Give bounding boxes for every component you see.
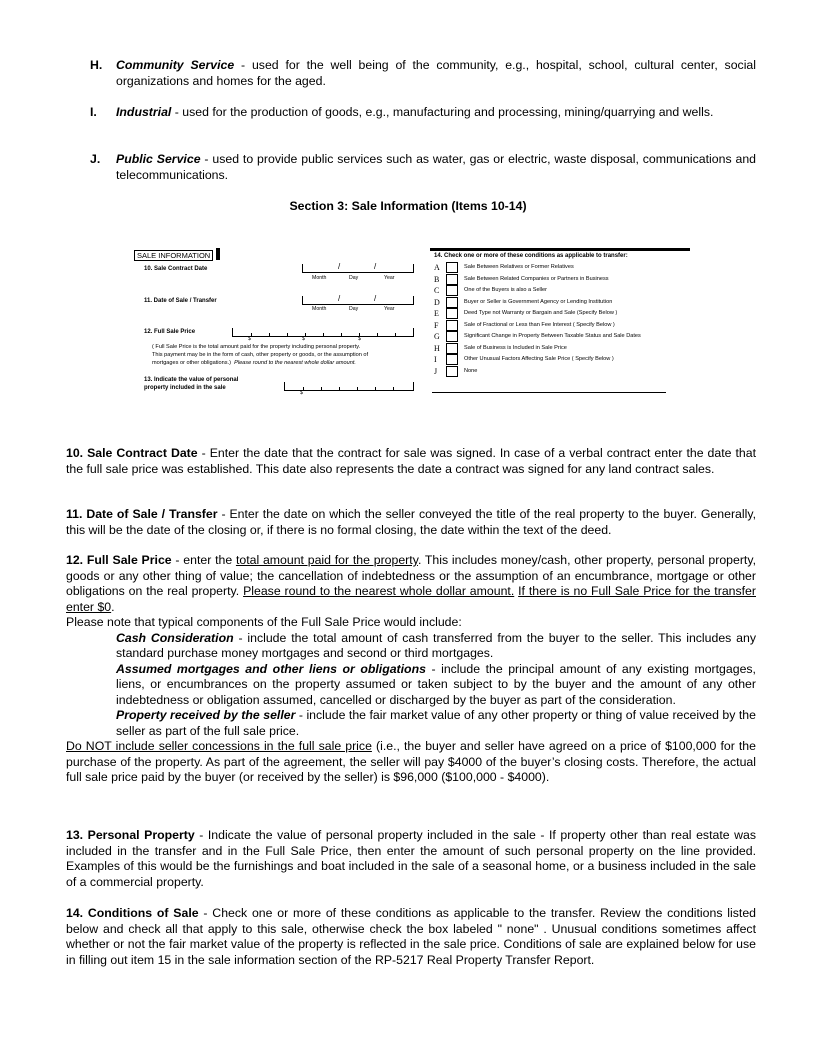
item13-label: 13. Indicate the value of personal bbox=[144, 377, 239, 383]
date-slash: / bbox=[338, 294, 341, 303]
item-term: Industrial bbox=[116, 105, 172, 119]
item10-date-field bbox=[302, 264, 414, 273]
month-caption: Month bbox=[312, 306, 327, 312]
item10-paragraph: 10. Sale Contract Date - Enter the date that the contract for sale was signed. In case of a verbal contract enter the date that the full sale price was established. This date also represents the date a contract was signed for any land contract sales. bbox=[66, 446, 756, 476]
date-slash: / bbox=[374, 262, 377, 271]
property-use-h bbox=[90, 58, 756, 89]
item-description: - used for the production of goods, e.g., manufacturing and processing, mining/quarrying and wells. bbox=[171, 105, 714, 119]
property-use-i bbox=[90, 105, 756, 121]
item13-label: property included in the sale bbox=[144, 385, 226, 391]
condition-checkbox bbox=[446, 308, 458, 319]
month-caption: Month bbox=[312, 275, 327, 281]
year-caption: Year bbox=[384, 306, 395, 312]
condition-checkbox bbox=[446, 343, 458, 354]
condition-checkbox bbox=[446, 262, 458, 273]
component-cash: Cash Consideration - include the total amount of cash transferred from the buyer to the seller. This includes any standard purchase money mortgages and second or third mortgages. bbox=[116, 630, 757, 660]
condition-checkbox bbox=[446, 320, 458, 331]
dollar-sign: $ bbox=[358, 336, 361, 342]
price-note-line: mortgages or other obligations.) Please round to the nearest whole dollar amount. bbox=[152, 360, 356, 366]
item10-label: 10. Sale Contract Date bbox=[144, 266, 208, 272]
sale-information-form-figure: SALE INFORMATION 10. Sale Contract Date / / Month Day Year 11. Date of Sale / Transfer / / Month Day Year 12. Full Sale Price $ $ $ ( Full Sale Price is the total amount paid for the property including personal property. This payment may be in the form of cash, other property or goods, or the assumption of mortgages or other obligations.) Please round to the nearest whole dollar amount. 13. Indicate the value of personal property included in the sale $ 14. Check one or more of these conditions as applicable to transfer: A Sale Between Relatives or Former Relatives B Sale Between Related Companies or Partners in Business C One of the Buyers is also a Seller D Buyer or Seller is Government Agency or Lending Institution E Deed Type not Warranty or Bargain and Sale (Specify Below ) F Sale of Fractional or Less than Fee Interest ( Specify Below ) G Significant Change in Property Between Taxable Status and Sale Dates H Sale of Business is Included in Sale Price I Other Unusual Factors Affecting Sale Price ( Specify Below ) J None bbox=[134, 248, 694, 398]
item13-value-field bbox=[284, 382, 414, 391]
day-caption: Day bbox=[349, 306, 359, 312]
condition-checkbox bbox=[446, 354, 458, 365]
item13-paragraph: 13. Personal Property - Indicate the value of personal property included in the sale - If property other than real estate was included in the transfer and in the Full Sale Price, then enter the amount of such personal property on the line provided. Examples of this would be the furnishings and boat included in the sale of a seasonal home, or a business included in the sale of a commercial property. bbox=[66, 828, 756, 889]
condition-checkbox bbox=[446, 285, 458, 296]
dollar-sign: $ bbox=[248, 336, 251, 342]
form-divider bbox=[216, 248, 220, 260]
specify-line bbox=[432, 392, 666, 393]
day-caption: Day bbox=[349, 275, 359, 281]
item12-paragraph: 12. Full Sale Price - enter the total amount paid for the property. This includes money/cash, other property, personal property, goods or any other thing of value; the cancellation of indebtedness or the assumption of an encumbrance, mortgage or other obligations on the real property. Please round to the nearest whole dollar amount. If there is no Full Sale Price for the transfer enter $0. Please note that typical components of the Full Sale Price would include: Cash Consideration - include the total amount of cash transferred from the buyer to the seller. This includes any standard purchase money mortgages and second or third mortgages. Assumed mortgages and other liens or obligations - include the principal amount of any existing mortgages, liens, or encumbrances on the property assumed or taken subject to by the buyer and the amount of any other indebtedness or obligation assumed, cancelled or discharged by the buyer as part of the consideration. Property received by the seller - include the fair market value of any other property or thing of value received by the seller as part of the full sale price. Do NOT include seller concessions in the full sale price (i.e., the buyer and seller have agreed on a price of $100,000 for the purchase of the property. As part of the agreement, the seller will pay $4000 of the buyer’s closing costs. Therefore, the actual full sale price paid by the buyer (or received by the seller) is $96,000 ($100,000 - $4000). bbox=[66, 553, 757, 784]
condition-checkbox bbox=[446, 297, 458, 308]
item-letter: I. bbox=[90, 105, 97, 119]
form-divider bbox=[430, 248, 690, 251]
condition-checkbox bbox=[446, 274, 458, 285]
date-slash: / bbox=[374, 294, 377, 303]
section-title: Section 3: Sale Information (Items 10-14) bbox=[289, 199, 527, 213]
item11-label: 11. Date of Sale / Transfer bbox=[144, 298, 217, 304]
item-description: - used to provide public services such as water, gas or electric, waste disposal, communications and telecommunications. bbox=[116, 152, 756, 182]
date-slash: / bbox=[338, 262, 341, 271]
item-term: Public Service bbox=[116, 152, 201, 166]
item11-paragraph: 11. Date of Sale / Transfer - Enter the date on which the seller conveyed the title of the real property to the buyer. Generally, this will be the date of the closing or, if there is no formal closing, the date within the text of the deed. bbox=[66, 507, 756, 537]
seller-concessions-note: Do NOT include seller concessions in the full sale price (i.e., the buyer and seller have agreed on a price of $100,000 for the purchase of the property. As part of the agreement, the seller will pay $4000 of the buyer’s closing costs. Therefore, the actual full sale price paid by the buyer (or received by the seller) is $96,000 ($100,000 - $4000). bbox=[66, 739, 756, 784]
price-note-line: ( Full Sale Price is the total amount paid for the property including personal property. bbox=[152, 344, 361, 350]
condition-checkbox bbox=[446, 366, 458, 377]
item11-date-field bbox=[302, 296, 414, 305]
item14-paragraph: 14. Conditions of Sale - Check one or more of these conditions as applicable to the transfer. Review the conditions listed below and check all that apply to this sale, otherwise check the box labeled " none" . Unusual conditions sometimes affect whether or not the fair market value of the property is reflected in the sale price. Conditions of sale are explained below for use in filling out item 15 in the sale information section of the RP-5217 Real Property Transfer Report. bbox=[66, 906, 756, 967]
item-letter: J. bbox=[90, 152, 101, 166]
price-note-line: This payment may be in the form of cash, other property or goods, or the assumption of bbox=[152, 352, 369, 358]
property-use-j bbox=[90, 152, 756, 183]
item-letter: H. bbox=[90, 58, 103, 72]
year-caption: Year bbox=[384, 275, 395, 281]
dollar-sign: $ bbox=[300, 390, 303, 396]
item12-label: 12. Full Sale Price bbox=[144, 329, 196, 335]
component-property: Property received by the seller - include the fair market value of any other property or thing of value received by the seller as part of the full sale price. bbox=[116, 708, 756, 738]
sale-info-label: SALE INFORMATION bbox=[134, 250, 213, 261]
item14-label: 14. Check one or more of these conditions as applicable to transfer: bbox=[434, 253, 628, 259]
dollar-sign: $ bbox=[302, 336, 305, 342]
item12-price-field bbox=[232, 328, 414, 337]
condition-checkbox bbox=[446, 331, 458, 342]
components-intro: Please note that typical components of the Full Sale Price would include: bbox=[66, 615, 462, 629]
item-term: Community Service bbox=[116, 58, 235, 72]
item-description: - used for the well being of the community, e.g., hospital, school, cultural center, social organizations and homes for the aged. bbox=[116, 58, 756, 88]
component-mortgages: Assumed mortgages and other liens or obligations - include the principal amount of any existing mortgages, liens, or encumbrances on the property assumed or taken subject to by the buyer and the amount of any other indebtedness or obligation assumed, cancelled or discharged by the buyer as part of the consideration. bbox=[116, 661, 756, 707]
